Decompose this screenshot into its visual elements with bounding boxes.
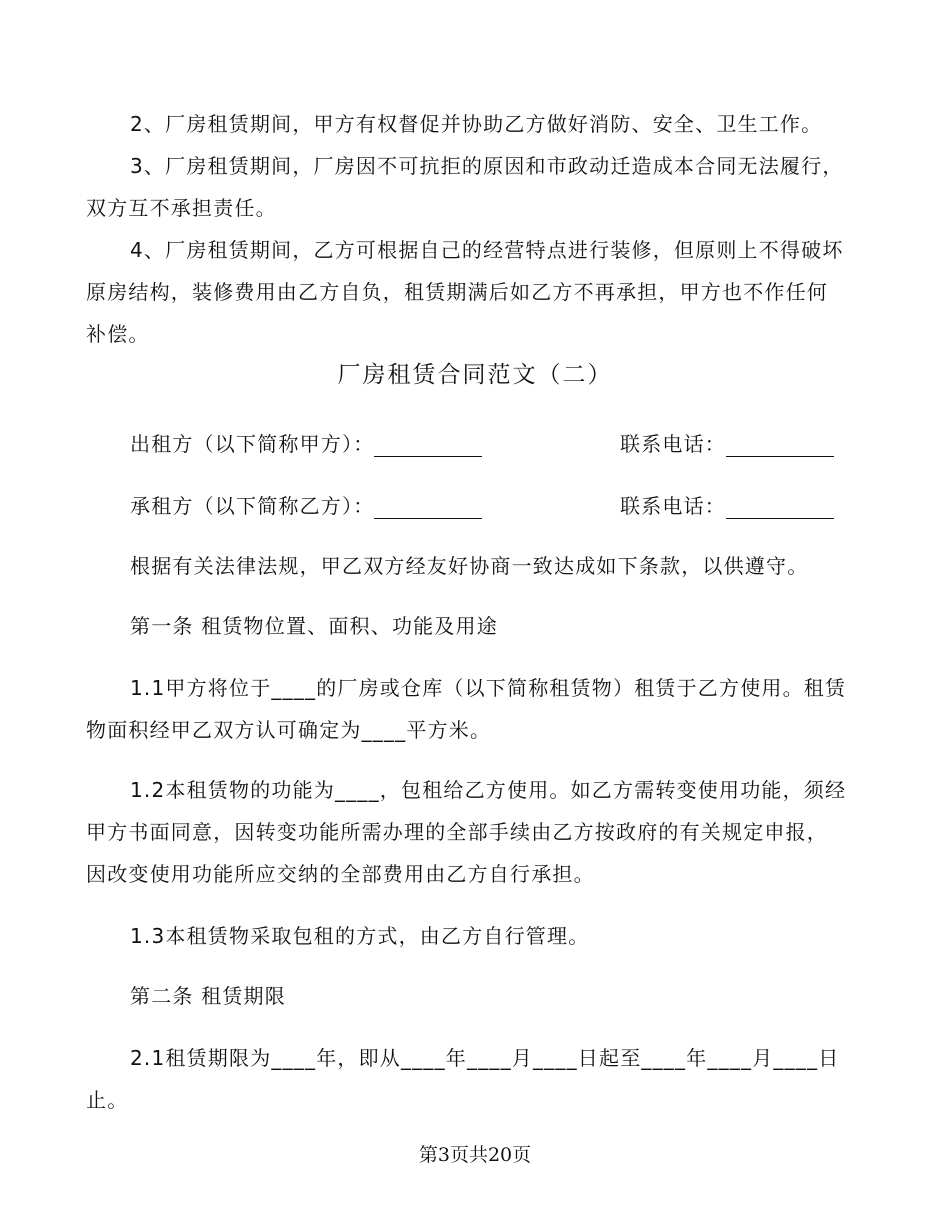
clause-1-2-line-1: 1.2本租赁物的功能为____，包租给乙方使用。如乙方需转变使用功能，须经: [130, 778, 847, 802]
lessor-name-blank: [374, 434, 482, 457]
clause-4-line-2: 原房结构，装修费用由乙方自负，租赁期满后如乙方不再承担，甲方也不作任何: [86, 280, 828, 304]
page-number-footer: 第3页共20页: [418, 1144, 532, 1166]
lessee-line: [130, 492, 482, 520]
article-2-heading: 第二条 租赁期限: [130, 984, 286, 1008]
clause-1-2-line-2: 甲方书面同意，因转变功能所需办理的全部手续由乙方按政府的有关规定申报，: [86, 820, 828, 844]
clause-3-line-2: 双方互不承担责任。: [86, 196, 277, 220]
clause-1-1-line-2: 物面积经甲乙双方认可确定为____平方米。: [86, 718, 492, 742]
clause-1-1-line-1: 1.1甲方将位于____的厂房或仓库（以下简称租赁物）租赁于乙方使用。租赁: [130, 676, 847, 700]
clause-4-line-1: 4、厂房租赁期间，乙方可根据自己的经营特点进行装修，但原则上不得破坏: [130, 238, 844, 262]
clause-2-1-line-2: 止。: [86, 1088, 129, 1112]
clause-2-line: 2、厂房租赁期间，甲方有权督促并协助乙方做好消防、安全、卫生工作。: [130, 112, 823, 136]
clause-4-line-3: 补偿。: [86, 322, 150, 346]
clause-3-line-1: 3、厂房租赁期间，厂房因不可抗拒的原因和市政动迁造成本合同无法履行，: [130, 154, 844, 178]
lessor-line: [130, 430, 482, 458]
lessor-phone-line: [620, 430, 834, 458]
clause-2-1-line-1: 2.1租赁期限为____年，即从____年____月____日起至____年____月____日: [130, 1046, 840, 1070]
clause-1-2-line-3: 因改变使用功能所应交纳的全部费用由乙方自行承担。: [86, 862, 595, 886]
lessor-phone-label: 联系电话：: [620, 432, 726, 456]
lessee-label: 承租方（以下简称乙方）：: [130, 494, 375, 518]
clause-1-3: 1.3本租赁物采取包租的方式，由乙方自行管理。: [130, 924, 590, 948]
lessee-phone-line: [620, 492, 834, 520]
lessor-phone-blank: [726, 434, 834, 457]
lessee-phone-blank: [726, 496, 834, 519]
lessee-phone-label: 联系电话：: [620, 494, 726, 518]
lessor-label: 出租方（以下简称甲方）：: [130, 432, 375, 456]
intro-paragraph: 根据有关法律法规，甲乙双方经友好协商一致达成如下条款，以供遵守。: [130, 554, 809, 578]
lessee-name-blank: [374, 496, 482, 519]
article-1-heading: 第一条 租赁物位置、面积、功能及用途: [130, 614, 498, 638]
section-title: 厂房租赁合同范文（二）: [337, 362, 613, 388]
